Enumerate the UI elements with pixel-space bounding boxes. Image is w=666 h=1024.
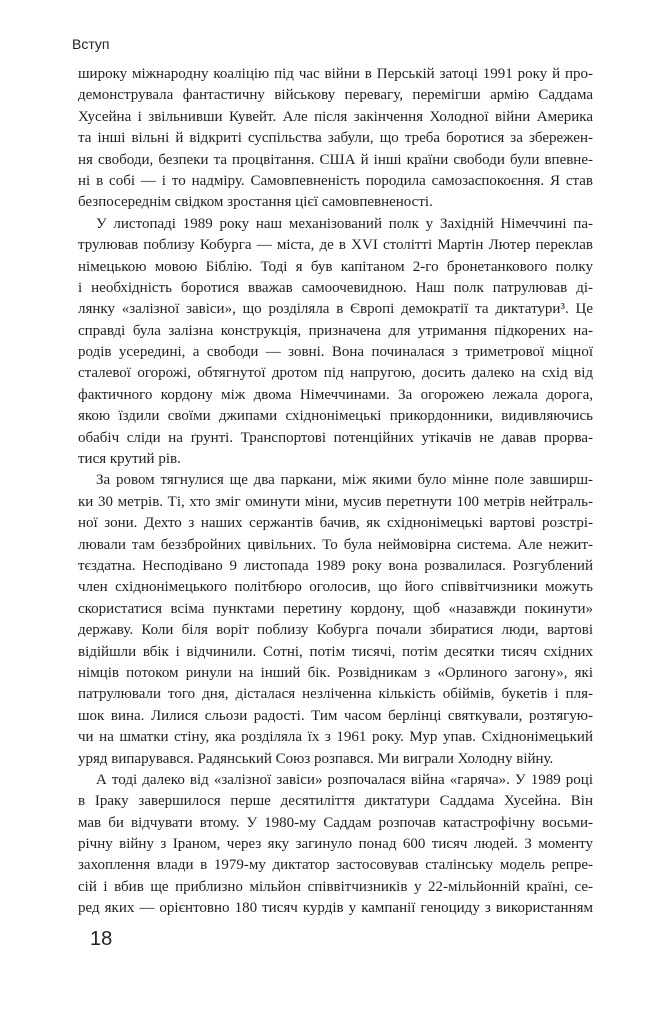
text-line: У листопаді 1989 року наш механізований полк у Західній Німеччині па- [96, 215, 593, 232]
text-line: та інші вільні й відкриті суспільства забули, що треба боротися за збережен- [78, 130, 593, 147]
text-line: річну війну з Іраном, через яку загинуло понад 600 тисяч людей. З моменту [78, 836, 593, 853]
text-line: мав би відчувати втому. У 1980-му Саддам розпочав катастрофічну восьми- [78, 814, 593, 831]
text-line: ної зони. Дехто з наших сержантів бачив, як східнонімецькі вартові розстрі- [78, 515, 593, 532]
text-line: сій і вбив ще приблизно мільйон співвітчизників у 22-мільйонній країні, се- [78, 878, 593, 895]
text-line: німецькою мовою Біблію. Тоді я був капітаном 2-го бронетанкового полку [78, 258, 593, 275]
text-line: обабіч сліди на ґрунті. Транспортові потенційних утікачів не давав прорва- [78, 429, 593, 446]
text-line: чи на шматки стіну, яка розділяла їх з 1961 року. Мур упав. Східнонімецький [78, 729, 593, 746]
text-line: тєздатна. Несподівано 9 листопада 1989 року вона розвалилася. Розгублений [78, 557, 593, 574]
running-head: Вступ [72, 36, 110, 52]
text-line: лянку «залізної завіси», що розділяла в Європі демократії та диктатури³. Це [78, 301, 593, 318]
text-line: Хусейна і звільнивши Кувейт. Але після закінчення Холодної війни Америка [78, 108, 593, 125]
text-line: відійшли вбік і відчинили. Сотні, потім тисячі, потім десятки тисяч східних [78, 643, 593, 660]
text-line: патрулювали того дня, дісталася незліченна кількість обіймів, букетів і пля- [78, 686, 593, 703]
text-line: фактичного кордону між двома Німеччинами. За огорожею лежала дорога, [78, 386, 593, 403]
text-line: широку міжнародну коаліцію під час війни в Перській затоці 1991 року й про- [78, 66, 593, 82]
text-line: захоплення влади в 1979-му диктатор застосовував сталінську модель репре- [78, 857, 593, 874]
text-line: трулював поблизу Кобурга — міста, де в XVI столітті Мартін Лютер переклав [78, 237, 593, 254]
text-line: безпосереднім свідком зростання цієї самовпевненості. [78, 194, 433, 211]
text-line: тися крутий рів. [78, 451, 181, 468]
text-line: державу. Коли біля воріт поблизу Кобурга почали збиратися люди, вартові [78, 622, 593, 639]
text-line: А тоді далеко від «залізної завіси» розпочалася війна «гаряча». У 1989 році [96, 771, 593, 788]
text-line: уряд випарувався. Радянський Союз розпався. Ми виграли Холодну війну. [78, 750, 554, 767]
text-line: родів усередині, а свободи — зовні. Вона починалася з триметрової міцної [78, 344, 593, 361]
text-line: За ровом тягнулися ще два паркани, між якими було мінне поле завширш- [96, 472, 593, 489]
text-line: якою їздили своїми джипами східнонімецькі прикордонники, видивляючись [78, 408, 593, 425]
text-line: німців потоком ринули на інший бік. Розвідникам з «Орлиного загону», які [78, 664, 593, 681]
text-line: сталевої огорожі, обтягнутої дротом під напругою, досить далеко на схід від [78, 365, 593, 382]
text-line: ня свободи, безпеки та процвітання. США й інші країни свободи були впевне- [78, 151, 593, 168]
text-line: справді була залізна конструкція, призначена для утримання підкорених на- [78, 322, 593, 339]
text-line: шок вина. Лилися сльози радості. Тим часом берлінці святкували, розтягую- [78, 707, 593, 724]
text-line: ні в собі — і то надміру. Самовпевненість породила самозаспокоєння. Я став [78, 172, 593, 189]
text-line: скористатися всіма пунктами перетину кордону, щоб «назавжди покинути» [78, 600, 593, 617]
text-line: лювали там беззбройних цивільних. То була неймовірна система. Але нежит- [78, 536, 593, 553]
page-number: 18 [90, 928, 113, 950]
text-line: член східнонімецького політбюро оголосив, що його співвітчизники можуть [78, 579, 593, 596]
text-line: і необхідність боротися вважав самоочевидною. Наш полк патрулював ді- [78, 279, 593, 296]
text-line: демонструвала фантастичну військову перевагу, перемігши армію Саддама [78, 87, 593, 104]
text-line: ки 30 метрів. Ті, хто зміг оминути міни, мусив перетнути 100 метрів нейтраль- [78, 493, 593, 510]
text-line: ред яких — орієнтовно 180 тисяч курдів у кампанії геноциду з використанням [78, 900, 593, 917]
text-line: в Іраку завершилося перше десятиліття диктатури Саддама Хусейна. Він [78, 793, 593, 810]
body-text [78, 64, 593, 920]
